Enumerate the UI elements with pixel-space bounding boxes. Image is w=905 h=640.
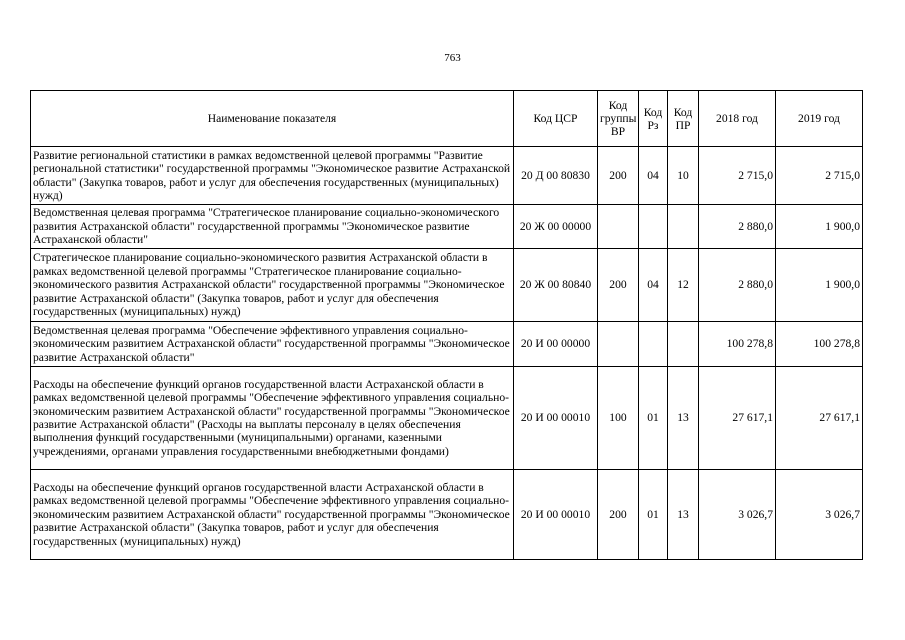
row-csr: 20 Д 00 80830 xyxy=(514,147,598,205)
row-csr: 20 И 00 00010 xyxy=(514,367,598,470)
row-pr xyxy=(668,205,699,249)
row-pr: 10 xyxy=(668,147,699,205)
row-rz: 04 xyxy=(639,249,668,322)
row-csr: 20 Ж 00 80840 xyxy=(514,249,598,322)
row-name: Расходы на обеспечение функций органов государственной власти Астраханской области в рамках ведомственной целевой программы "Обеспечение эффективного управления социально-экономическим развитием Астраханской области" государственной программы "Экономическое развитие Астраханской области" (Закупка товаров, работ и услуг для обеспечения государственных (муниципальных) нужд) xyxy=(31,470,514,560)
row-name: Расходы на обеспечение функций органов государственной власти Астраханской области в рамках ведомственной целевой программы "Обеспечение эффективного управления социально-экономическим развитием Астраханской области" государственной программы "Экономическое развитие Астраханской области" (Расходы на выплаты персоналу в целях обеспечения выполнения функций государственными (муниципальными) органами, казенными учреждениями, органами управления государственными внебюджетными фондами) xyxy=(31,367,514,470)
budget-table xyxy=(30,90,863,560)
row-rz: 01 xyxy=(639,367,668,470)
row-rz xyxy=(639,322,668,367)
header-vr: Код группы ВР xyxy=(598,91,639,147)
header-csr: Код ЦСР xyxy=(514,91,598,147)
row-2019: 1 900,0 xyxy=(776,249,863,322)
table-row xyxy=(31,249,863,322)
row-2018: 3 026,7 xyxy=(699,470,776,560)
row-2018: 2 880,0 xyxy=(699,249,776,322)
row-csr: 20 И 00 00000 xyxy=(514,322,598,367)
row-csr: 20 Ж 00 00000 xyxy=(514,205,598,249)
row-2019: 27 617,1 xyxy=(776,367,863,470)
row-vr xyxy=(598,322,639,367)
header-rz: Код Рз xyxy=(639,91,668,147)
row-vr: 100 xyxy=(598,367,639,470)
row-pr: 12 xyxy=(668,249,699,322)
row-2019: 3 026,7 xyxy=(776,470,863,560)
row-csr: 20 И 00 00010 xyxy=(514,470,598,560)
row-2018: 2 880,0 xyxy=(699,205,776,249)
header-pr: Код ПР xyxy=(668,91,699,147)
row-pr: 13 xyxy=(668,367,699,470)
page-number: 763 xyxy=(444,52,461,64)
row-2019: 2 715,0 xyxy=(776,147,863,205)
row-rz: 04 xyxy=(639,147,668,205)
row-rz xyxy=(639,205,668,249)
table-row xyxy=(31,470,863,560)
table-row xyxy=(31,322,863,367)
table-row xyxy=(31,205,863,249)
row-vr xyxy=(598,205,639,249)
header-2018: 2018 год xyxy=(699,91,776,147)
table-row xyxy=(31,147,863,205)
header-name: Наименование показателя xyxy=(31,91,514,147)
header-2019: 2019 год xyxy=(776,91,863,147)
row-vr: 200 xyxy=(598,470,639,560)
row-name: Развитие региональной статистики в рамках ведомственной целевой программы "Развитие региональной статистики" государственной программы "Экономическое развитие Астраханской области" (Закупка товаров, работ и услуг для обеспечения государственных (муниципальных) нужд) xyxy=(31,147,514,205)
header-row xyxy=(31,91,863,147)
row-2018: 2 715,0 xyxy=(699,147,776,205)
row-2018: 27 617,1 xyxy=(699,367,776,470)
row-pr: 13 xyxy=(668,470,699,560)
row-2018: 100 278,8 xyxy=(699,322,776,367)
row-name: Стратегическое планирование социально-экономического развития Астраханской области в рамках ведомственной целевой программы "Стратегическое планирование социально-экономического развития Астраханской области" государственной программы "Экономическое развитие Астраханской области" (Закупка товаров, работ и услуг для обеспечения государственных (муниципальных) нужд) xyxy=(31,249,514,322)
table-row xyxy=(31,367,863,470)
row-2019: 1 900,0 xyxy=(776,205,863,249)
row-vr: 200 xyxy=(598,147,639,205)
row-2019: 100 278,8 xyxy=(776,322,863,367)
row-name: Ведомственная целевая программа "Стратегическое планирование социально-экономического развития Астраханской области" государственной программы "Экономическое развитие Астраханской области" xyxy=(31,205,514,249)
row-vr: 200 xyxy=(598,249,639,322)
row-rz: 01 xyxy=(639,470,668,560)
row-name: Ведомственная целевая программа "Обеспечение эффективного управления социально-экономическим развитием Астраханской области" государственной программы "Экономическое развитие Астраханской области" xyxy=(31,322,514,367)
row-pr xyxy=(668,322,699,367)
